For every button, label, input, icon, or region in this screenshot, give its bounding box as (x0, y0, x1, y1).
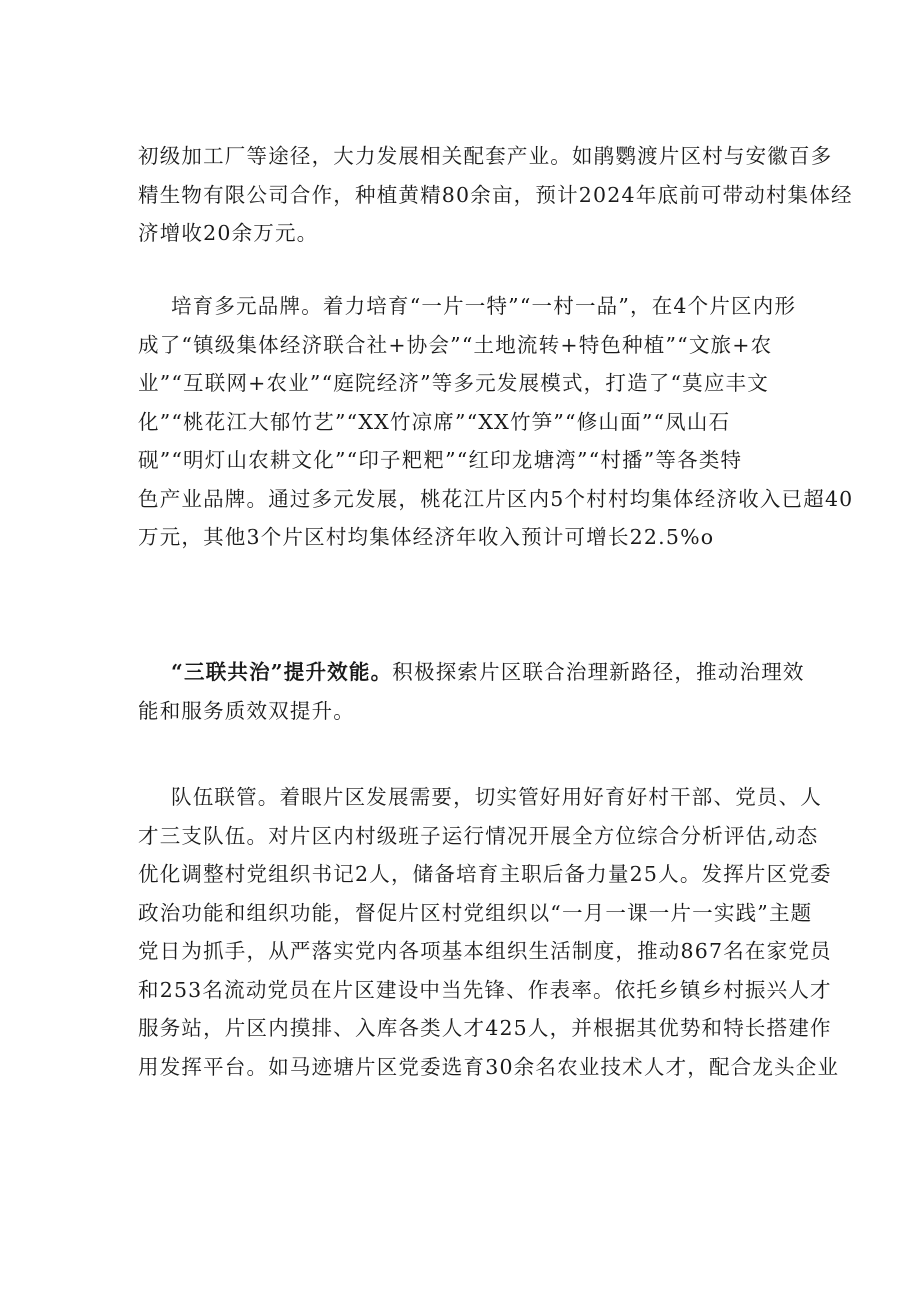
text-line (138, 653, 805, 692)
text-line: 优化调整村党组织书记2人，储备培育主职后备力量25人。发挥片区党委 (138, 862, 832, 886)
text-line: 和253名流动党员在片区建设中当先锋、作表率。依托乡镇乡村振兴人才 (138, 977, 832, 1002)
text-line: 能和服务质效双提升。 (138, 698, 355, 723)
text-line: 万元，其他3个片区村均集体经济年收入预计可增长22.5%o (138, 525, 715, 549)
text-line: 业”“互联网+农业”“庭院经济”等多元发展模式，打造了“莫应丰文 (138, 371, 769, 395)
text-line: 队伍联管。着眼片区发展需要，切实管好用好育好村干部、党员、人 (171, 785, 822, 809)
text-line: 色产业品牌。通过多元发展，桃花江片区内5个村村均集体经济收入已超40 (138, 486, 854, 511)
text-line: 初级加工厂等途径，大力发展相关配套产业。如鹃鹦渡片区村与安徽百多 (138, 144, 833, 168)
text-line: 化”“桃花江大郁竹艺”“XX竹凉席”“XX竹笋”“修山面”“凤山石 (138, 409, 731, 434)
text-line: 济增收20余万元。 (138, 221, 319, 245)
text-line: 精生物有限公司合作，种植黄精80余亩，预计2024年底前可带动村集体经 (138, 182, 853, 207)
text-line: 培育多元品牌。着力培育“一片一特”“一村一品”，在4个片区内形 (171, 294, 797, 318)
text-line: 党日为抓手，从严落实党内各项基本组织生活制度，推动867名在家党员 (138, 939, 832, 963)
paragraph-team-management (138, 778, 840, 1086)
text-line: 服务站，片区内摸排、入库各类人才425人，并根据其优势和特长搭建作 (138, 1016, 832, 1040)
text-line: 砚”“明灯山农耕文化”“印子粑粑”“红印龙塘湾”“村播”等各类特 (138, 448, 743, 472)
text-line: 成了“镇级集体经济联合社+协会”“土地流转+特色种植”“文旅+农 (138, 332, 773, 357)
section-heading: “三联共治”提升效能。 (171, 660, 393, 684)
paragraph-industry-processing (138, 137, 853, 253)
paragraph-joint-governance (138, 653, 805, 730)
heading-continuation: 积极探索片区联合治理新路径，推动治理效 (392, 660, 805, 684)
text-line: 政治功能和组织功能，督促片区村党组织以“一月一课一片一实践”主题 (138, 900, 813, 925)
paragraph-brand-cultivation (138, 287, 854, 557)
text-line: 才三支队伍。对片区内村级班子运行情况开展全方位综合分析评估,动态 (138, 823, 819, 848)
text-line: 用发挥平台。如马迹塘片区党委选育30余名农业技术人才，配合龙头企业 (138, 1054, 840, 1079)
